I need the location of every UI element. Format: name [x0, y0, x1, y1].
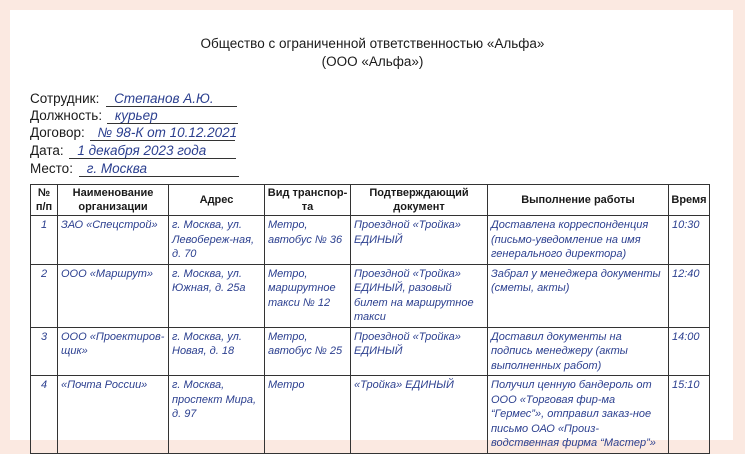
contract-value: № 98-К от 10.12.2021	[90, 125, 235, 141]
row-address: г. Москва, проспект Мира, д. 97	[169, 376, 265, 454]
route-table	[30, 184, 710, 454]
row-document: Проездной «Тройка» ЕДИНЫЙ	[351, 216, 488, 265]
row-address: г. Москва, ул. Южная, д. 25а	[169, 264, 265, 327]
date-field	[30, 142, 236, 159]
contract-field	[30, 124, 238, 141]
contract-label: Договор:	[30, 125, 85, 140]
organization-short-name: (ООО «Альфа»)	[321, 54, 424, 69]
row-org: «Почта России»	[58, 376, 169, 454]
row-num: 1	[31, 216, 58, 265]
table-row	[31, 327, 710, 376]
position-field	[30, 107, 238, 124]
header-address: Адрес	[169, 185, 265, 216]
header-work: Выполнение работы	[488, 185, 669, 216]
organization-full-name: Общество с ограниченной ответственностью «Альфа»	[200, 36, 545, 51]
row-time: 10:30	[669, 216, 710, 265]
date-value: 1 декабря 2023 года	[69, 143, 236, 159]
row-num: 4	[31, 376, 58, 454]
header-document: Подтверждающий документ	[351, 185, 488, 216]
position-value: курьер	[107, 108, 238, 124]
row-work: Доставил документы на подпись менеджеру (акты выполненных работ)	[488, 327, 669, 376]
row-address: г. Москва, ул. Левобереж-ная, д. 70	[169, 216, 265, 265]
row-time: 15:10	[669, 376, 710, 454]
employee-field	[30, 90, 237, 107]
header-time: Время	[669, 185, 710, 216]
header-org: Наименование организации	[58, 185, 169, 216]
row-work: Забрал у менеджера документы (сметы, акты)	[488, 264, 669, 327]
date-label: Дата:	[30, 143, 64, 158]
employee-value: Степанов А.Ю.	[106, 91, 237, 107]
employee-label: Сотрудник:	[30, 91, 100, 106]
row-transport: Метро, автобус № 25	[265, 327, 351, 376]
row-transport: Метро, автобус № 36	[265, 216, 351, 265]
row-work: Получил ценную бандероль от ООО «Торговая фир-ма “Гермес”», отправил заказ-ное письмо ОАО «Произ-водственная фирма “Мастер”»	[488, 376, 669, 454]
table-header-row	[31, 185, 710, 216]
row-document: Проездной «Тройка» ЕДИНЫЙ	[351, 327, 488, 376]
row-time: 14:00	[669, 327, 710, 376]
place-label: Место:	[30, 161, 73, 176]
table-row	[31, 264, 710, 327]
row-time: 12:40	[669, 264, 710, 327]
row-num: 3	[31, 327, 58, 376]
header-num: № п/п	[31, 185, 58, 216]
place-field	[30, 160, 239, 177]
row-work: Доставлена корреспонденция (письмо-уведомление на имя генерального директора)	[488, 216, 669, 265]
place-value: г. Москва	[79, 161, 239, 177]
row-transport: Метро	[265, 376, 351, 454]
row-document: «Тройка» ЕДИНЫЙ	[351, 376, 488, 454]
row-address: г. Москва, ул. Новая, д. 18	[169, 327, 265, 376]
row-transport: Метро, маршрутное такси № 12	[265, 264, 351, 327]
row-document: Проездной «Тройка» ЕДИНЫЙ, разовый билет на маршрутное такси	[351, 264, 488, 327]
row-org: ЗАО «Спецстрой»	[58, 216, 169, 265]
row-num: 2	[31, 264, 58, 327]
table-row	[31, 376, 710, 454]
position-label: Должность:	[30, 108, 103, 123]
row-org: ООО «Проектиров-щик»	[58, 327, 169, 376]
header-transport: Вид транспор-та	[265, 185, 351, 216]
row-org: ООО «Маршрут»	[58, 264, 169, 327]
table-row	[31, 216, 710, 265]
